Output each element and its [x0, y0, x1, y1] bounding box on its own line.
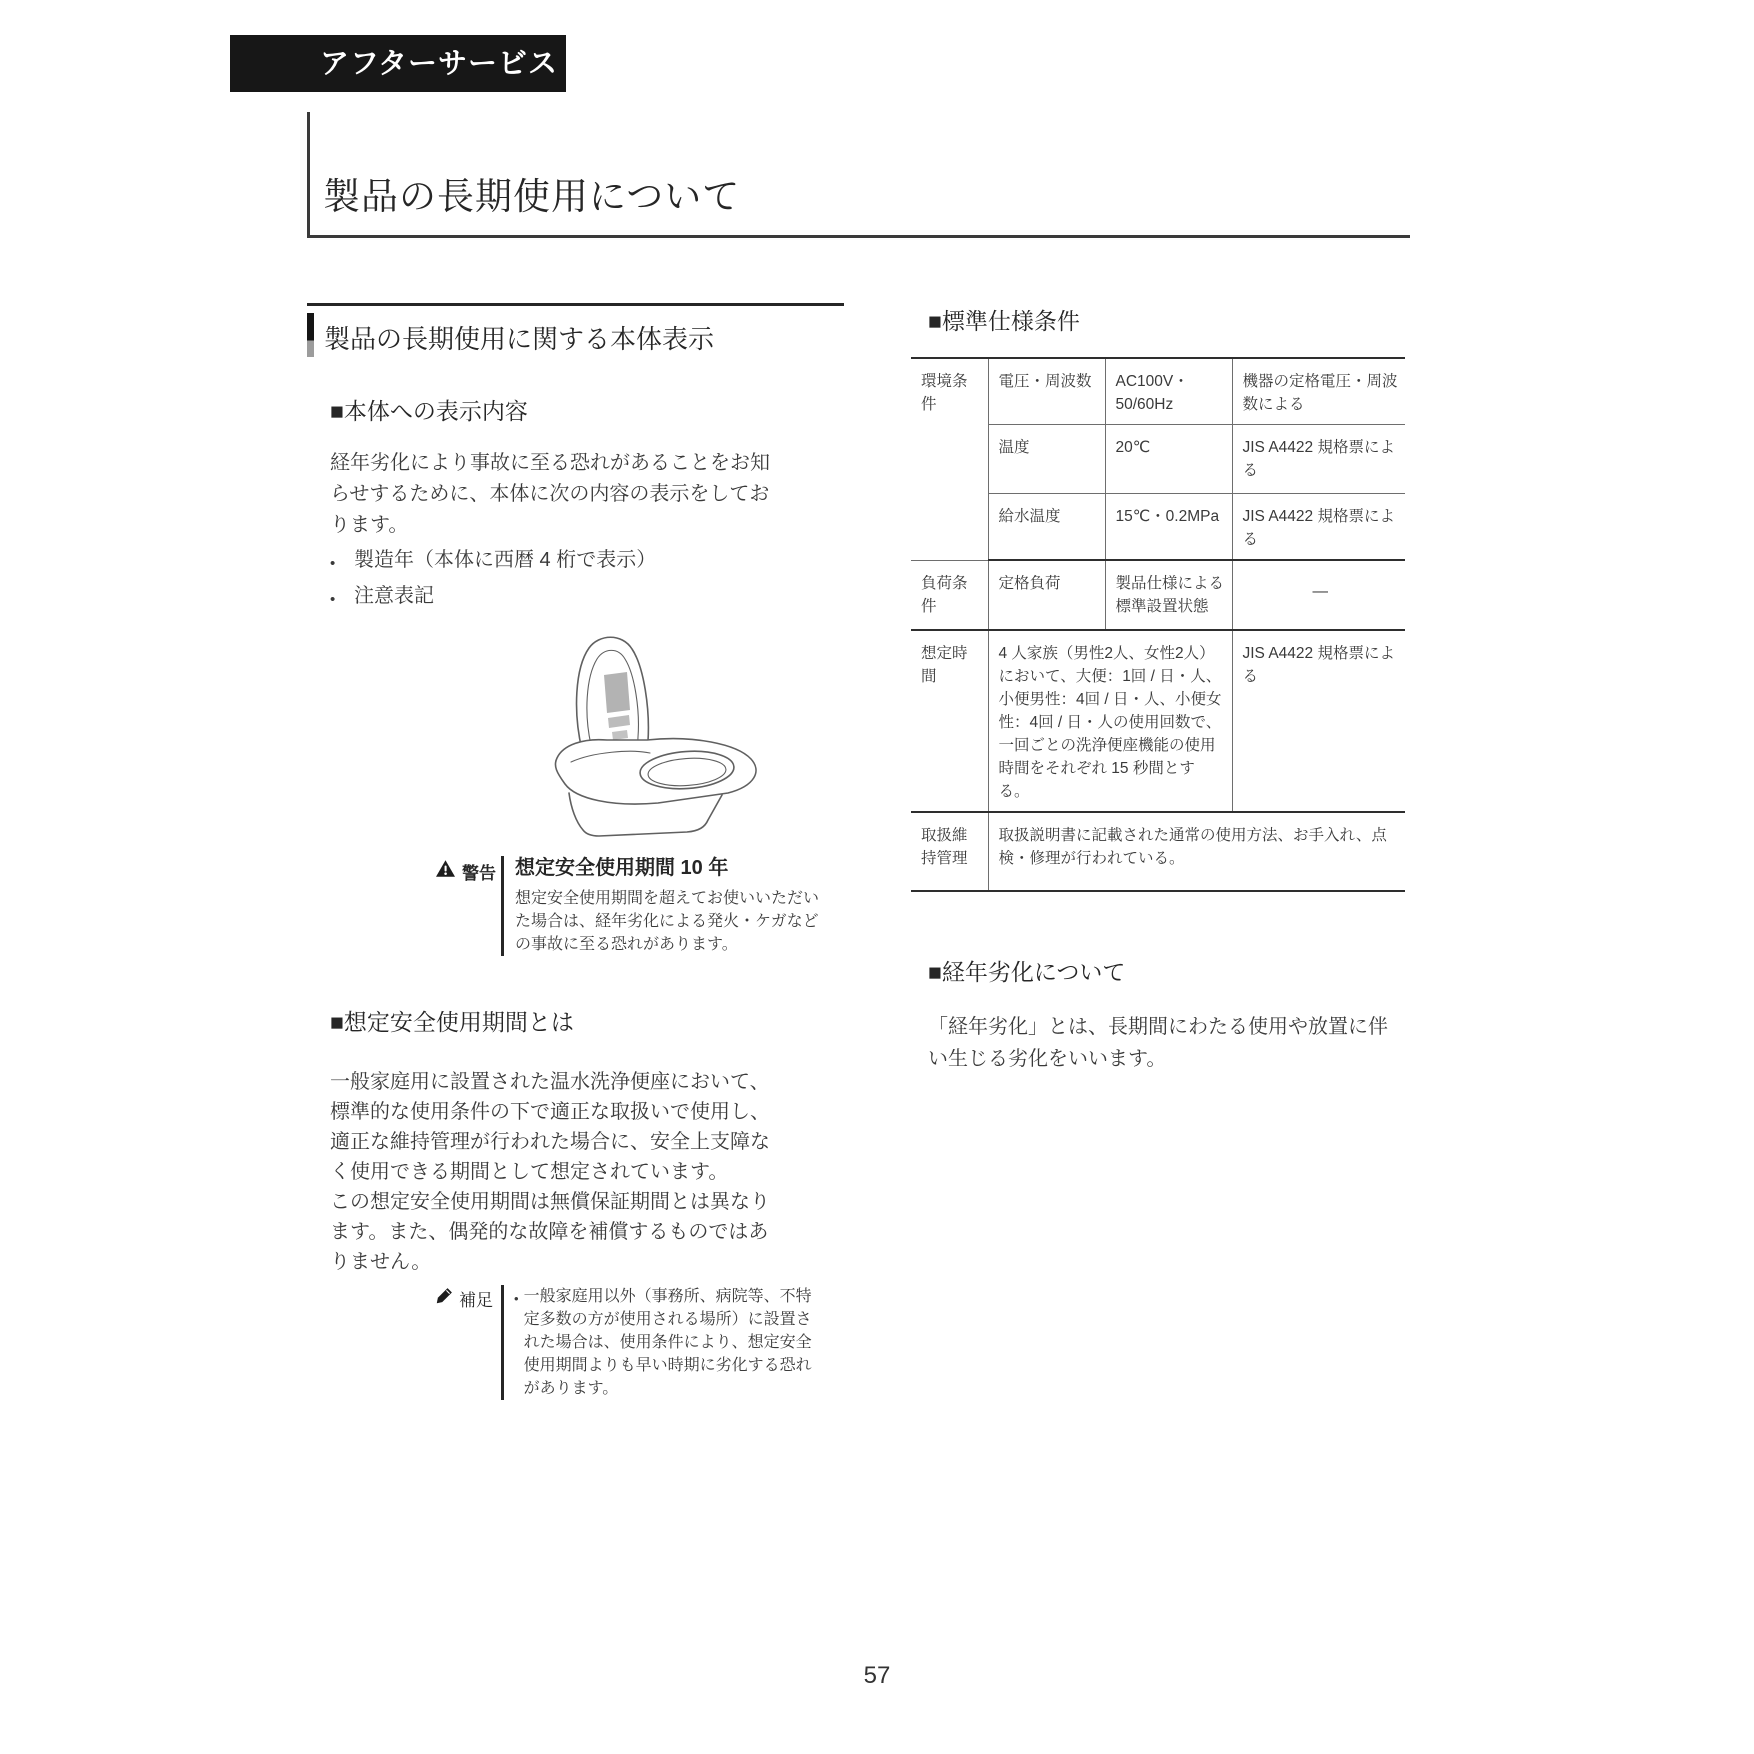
table-row — [911, 812, 1405, 891]
warning-word: 警告 — [462, 864, 496, 883]
warning-label — [435, 856, 501, 956]
section-heading-block — [307, 303, 844, 357]
cell-value: 製品仕様による標準設置状態 — [1105, 560, 1232, 630]
warning-body: 想定安全使用期間を超えてお使いいただいた場合は、経年劣化による発火・ケガなどの事故に至る恐れがあります。 — [515, 890, 820, 953]
section-tag-label: アフターサービス — [320, 48, 558, 80]
page-title: 製品の長期使用について — [323, 176, 741, 217]
period-body-2: この想定安全使用期間は無償保証期間とは異なります。また、偶発的な故障を補償するものではありません。 — [330, 1191, 770, 1273]
note-label — [435, 1285, 501, 1400]
list-item — [330, 544, 844, 580]
cell-item: 定格負荷 — [988, 560, 1105, 630]
note-text: 一般家庭用以外（事務所、病院等、不特定多数の方が使用される場所）に設置された場合は、使用条件により、想定安全使用期間よりも早い時期に劣化する恐れがあります。 — [523, 1288, 812, 1397]
row-label: 想定時間 — [911, 630, 988, 812]
left-column — [307, 303, 844, 1400]
display-section-heading: ■本体への表示内容 — [330, 398, 528, 424]
cell-basis: 機器の定格電圧・周波数による — [1232, 358, 1405, 425]
section-heading: 製品の長期使用に関する本体表示 — [324, 324, 715, 354]
page-number: 57 — [863, 1662, 891, 1689]
spec-section-heading: ■標準仕様条件 — [928, 308, 1080, 334]
warning-icon — [435, 859, 456, 878]
cell-item: 温度 — [988, 425, 1105, 494]
bullet-icon: • — [330, 555, 336, 572]
note-box — [435, 1285, 844, 1400]
cell-value: 15℃・0.2MPa — [1105, 494, 1232, 561]
period-section-heading: ■想定安全使用期間とは — [330, 1009, 574, 1035]
warning-box — [435, 856, 844, 956]
note-word: 補足 — [459, 1291, 493, 1310]
toilet-line-art — [519, 628, 779, 840]
display-bullets — [330, 544, 844, 616]
cell-basis: JIS A4422 規格票による — [1232, 494, 1405, 561]
cell-basis: JIS A4422 規格票による — [1232, 630, 1405, 812]
row-label: 取扱維持管理 — [911, 812, 988, 891]
aging-section-body: 「経年劣化」とは、長期間にわたる使用や放置に伴い生じる劣化をいいます。 — [928, 1016, 1388, 1070]
bullet-icon: • — [514, 1291, 519, 1306]
right-column — [911, 296, 1405, 1075]
cell-basis: JIS A4422 規格票による — [1232, 425, 1405, 494]
table-row — [911, 560, 1405, 630]
aging-section-heading: ■経年劣化について — [928, 959, 1126, 985]
list-item — [330, 580, 844, 616]
cell-item: 給水温度 — [988, 494, 1105, 561]
toilet-illustration — [519, 628, 779, 840]
section-heading-bar — [307, 313, 314, 357]
note-content — [504, 1285, 820, 1400]
cell-value: 取扱説明書に記載された通常の使用方法、お手入れ、点検・修理が行われている。 — [998, 827, 1387, 867]
title-block — [307, 112, 1410, 238]
display-section-body: 経年劣化により事故に至る恐れがあることをお知らせするために、本体に次の内容の表示をしております。 — [330, 452, 770, 536]
lid-label-large — [604, 672, 630, 713]
cell-value: 20℃ — [1105, 425, 1232, 494]
bullet-text: 製造年（本体に西暦 4 桁で表示） — [354, 549, 657, 571]
table-row — [911, 630, 1405, 812]
cell-value: AC100V・50/60Hz — [1105, 358, 1232, 425]
bullet-text: 注意表記 — [354, 585, 434, 607]
period-body-1: 一般家庭用に設置された温水洗浄便座において、標準的な使用条件の下で適正な取扱いで使用し、適正な維持管理が行われた場合に、安全上支障なく使用できる期間として想定されています。 — [330, 1071, 770, 1183]
period-section-body — [330, 1067, 785, 1277]
warning-title: 想定安全使用期間 10 年 — [515, 857, 729, 879]
warning-content — [504, 856, 823, 956]
row-label: 負荷条件 — [911, 560, 988, 630]
bullet-icon: • — [330, 591, 336, 608]
cell-value: 4 人家族（男性2人、女性2人）において、大便：1回 / 日・人、小便男性：4回 / 日・人、小便女性：4回 / 日・人の使用回数で、一回ごとの洗浄便座機能の使用時間をそれぞれ 15 秒間とする。 — [988, 630, 1232, 812]
cell-item: 電圧・周波数 — [988, 358, 1105, 425]
table-row — [911, 358, 1405, 425]
section-tag — [230, 35, 566, 92]
row-label: 環境条件 — [911, 358, 988, 560]
spec-table — [911, 357, 1405, 892]
pencil-icon — [435, 1286, 454, 1305]
cell-basis: — — [1232, 560, 1405, 630]
